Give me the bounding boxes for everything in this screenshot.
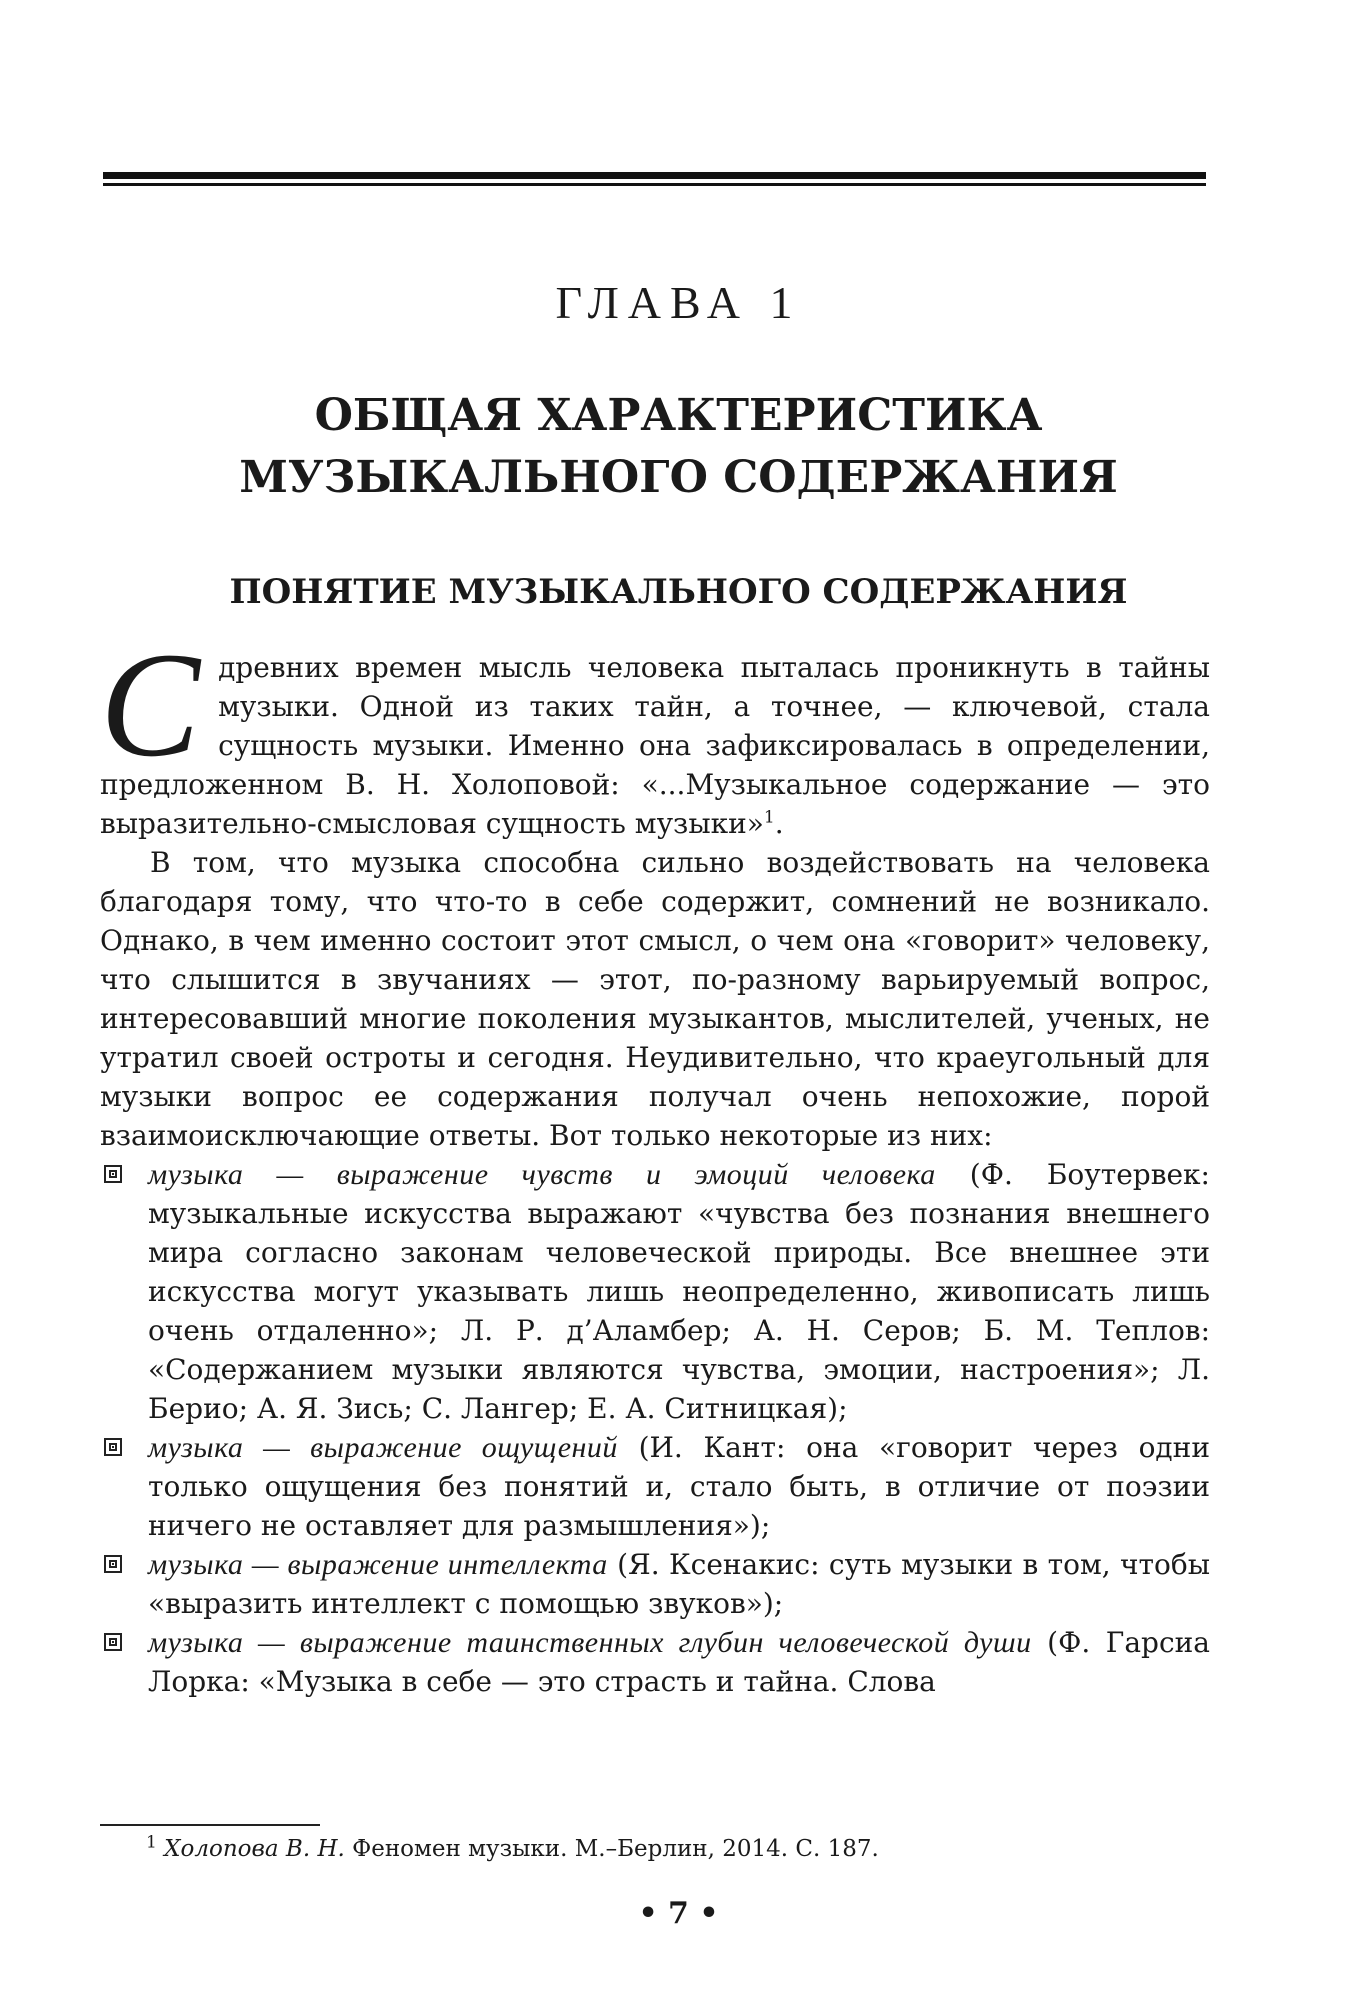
chapter-title-line1: ОБЩАЯ ХАРАКТЕРИСТИКА [314, 390, 1043, 441]
paragraph-1-text: древних времен мысль человека пыталась проникнуть в тайны музыки. Одной из таких тайн, а точнее, — ключевой, стала сущность музыки. Именно она зафиксировалась в определении, предложенном В. Н. Холоповой: «...Музыкальное содержание — это выразительно-смысловая сущность музыки» [100, 651, 1210, 840]
footnote-number: 1 [146, 1832, 157, 1853]
chapter-title-line2: МУЗЫКАЛЬНОГО СОДЕРЖАНИЯ [239, 452, 1118, 503]
list-item-term: музыка — выражение чувств и эмоций человека [148, 1158, 936, 1191]
paragraph-2: В том, что музыка способна сильно воздействовать на человека благодаря тому, что что-то в себе содержит, сомнений не возникало. Однако, в чем именно состоит этот смысл, о чем она «говорит» человеку, что слышится в звучаниях — этот, по-разному варьируемый вопрос, интересовавший многие поколения музыкантов, мыслителей, ученых, не утратил своей остроты и сегодня. Неудивительно, что краеугольный для музыки вопрос ее содержания получал очень непохожие, порой взаимоисключающие ответы. Вот только некоторые из них: [100, 846, 1210, 1152]
paragraph-1-end: . [774, 807, 784, 840]
paragraph-1 [100, 622, 1210, 843]
list-item-text: (Ф. Гарсиа Лорка: «Музыка в себе — это страсть и тайна. Слова [148, 1626, 1210, 1698]
drop-cap: С [100, 622, 201, 788]
list-item-term: музыка — выражение интеллекта [148, 1548, 608, 1581]
list-item [100, 1428, 1210, 1545]
list-item-text: (Я. Ксенакис: суть музыки в том, чтобы «выразить интеллект с помощью звуков»); [148, 1548, 1211, 1620]
section-title: ПОНЯТИЕ МУЗЫКАЛЬНОГО СОДЕРЖАНИЯ [229, 572, 1128, 612]
list-item [100, 1623, 1210, 1701]
square-bullet-icon [104, 1555, 122, 1573]
list-item [100, 1155, 1210, 1428]
footnote-rule [100, 1824, 320, 1826]
thick-rule [103, 172, 1206, 179]
thin-rule [103, 183, 1206, 186]
chapter-header-rule [103, 172, 1206, 186]
square-bullet-icon [104, 1165, 122, 1183]
footnote [146, 1834, 1146, 1864]
footnote-ref: 1 [763, 807, 775, 828]
body-text [100, 622, 1211, 1701]
list-item-term: музыка — выражение ощущений [148, 1431, 618, 1464]
footnote-text: Феномен музыки. М.–Берлин, 2014. С. 187. [344, 1836, 879, 1862]
square-bullet-icon [104, 1633, 122, 1651]
list-item-term: музыка — выражение таинственных глубин человеческой души [148, 1626, 1032, 1659]
list-item-text: (Ф. Боутервек: музыкальные искусства выражают «чувства без познания внешнего мира согласно законам человеческой природы. Все внешнее эти искусства могут указывать лишь неопределенно, живописать лишь очень отдаленно»; Л. Р. д’Аламбер; А. Н. Серов; Б. М. Теплов: «Содержанием музыки являются чувства, эмоции, настроения»; Л. Берио; А. Я. Зись; С. Лангер; Е. А. Ситницкая); [148, 1158, 1210, 1425]
list-item [100, 1545, 1210, 1623]
square-bullet-icon [104, 1438, 122, 1456]
list-item-text: (И. Кант: она «говорит через одни только ощущения без понятий и, стало быть, в отличие от поэзии ничего не оставляет для размышления»); [148, 1431, 1210, 1542]
footnote-author: Холопова В. Н. [164, 1836, 345, 1862]
page-number: • 7 • [638, 1896, 719, 1931]
chapter-title [0, 385, 1357, 509]
definition-list [100, 1155, 1210, 1701]
chapter-label: ГЛАВА 1 [555, 277, 802, 328]
